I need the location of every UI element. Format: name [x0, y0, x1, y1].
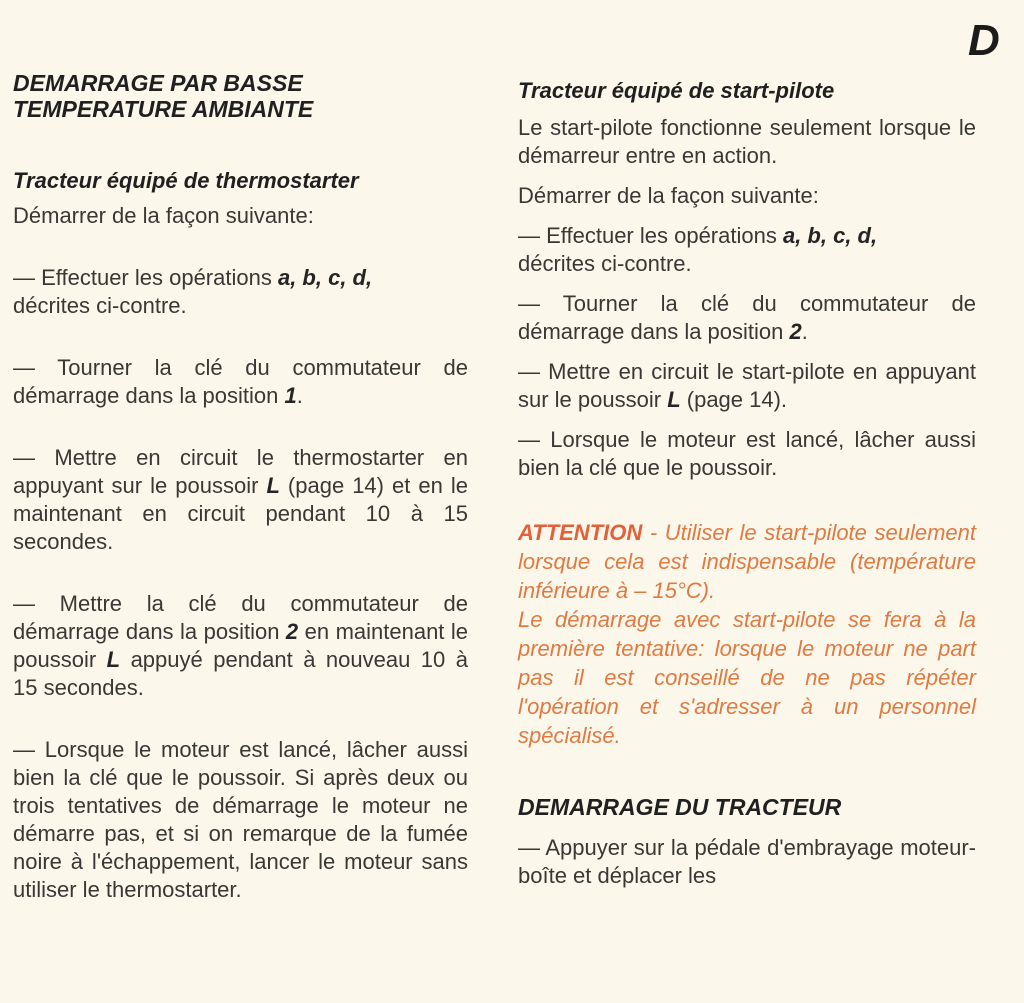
attention-note: [518, 518, 976, 605]
right-step-3: [518, 358, 976, 414]
left-step-4-text: — Mettre la clé du commutateur de démarrage dans la position: [13, 591, 468, 644]
left-step-3-key: L: [266, 473, 280, 498]
right-step-4: — Lorsque le moteur est lancé, lâcher aussi bien la clé que le poussoir.: [518, 427, 976, 480]
right-step-2-tail: .: [801, 319, 808, 344]
heading-line-2: TEMPERATURE AMBIANTE: [13, 96, 314, 122]
left-step-1-keys: a, b, c, d,: [277, 265, 373, 290]
right-step-2-text: — Tourner la clé du commutateur de démarrage dans la position: [518, 291, 976, 344]
left-column: [13, 70, 468, 904]
section-heading-low-temp: [13, 70, 468, 122]
attention-text: Utiliser le start-pilote seulement lorsque cela est indispensable (température inférieure à – 15°C).: [518, 520, 976, 603]
right-step-3-tail: (page 14).: [680, 387, 788, 412]
right-step-1-keys: a, b, c, d,: [782, 223, 878, 248]
left-step-2-key: 1: [284, 383, 297, 408]
right-intro-2: Démarrer de la façon suivante:: [518, 183, 819, 208]
heading-line-1: DEMARRAGE PAR BASSE: [13, 70, 303, 96]
left-step-4-mid: en maintenant le poussoir: [13, 619, 469, 672]
attention-label: ATTENTION: [518, 520, 643, 545]
right-step-3-key: L: [667, 387, 681, 412]
right-intro: Le start-pilote fonctionne seulement lorsque le démarreur entre en action.: [518, 115, 976, 168]
right-step-2-key: 2: [789, 319, 802, 344]
left-step-1: [13, 264, 468, 320]
left-step-4-key2: L: [106, 647, 121, 672]
left-step-2: [13, 354, 468, 410]
left-step-1-tail: décrites ci-contre.: [13, 293, 187, 318]
right-column: [518, 78, 976, 890]
left-step-3: [13, 444, 468, 556]
section-heading-tracteur: DEMARRAGE DU TRACTEUR: [518, 794, 842, 820]
right-step-1-text: — Effectuer les opérations: [518, 223, 783, 248]
right-step-1-tail: décrites ci-contre.: [518, 251, 692, 276]
right-step-3-text: — Mettre en circuit le start-pilote en appuyant sur le poussoir: [518, 359, 976, 412]
attention-separator: -: [642, 520, 665, 545]
left-step-1-text: — Effectuer les opérations: [13, 265, 278, 290]
left-step-3-text: — Mettre en circuit le thermostarter en appuyant sur le poussoir: [13, 445, 468, 498]
right-step-2: [518, 290, 976, 346]
left-step-4-key: 2: [285, 619, 299, 644]
right-step-1: [518, 222, 976, 278]
left-intro: Démarrer de la façon suivante:: [13, 203, 314, 228]
attention-note-2: Le démarrage avec start-pilote se fera à la première tentative: lorsque le moteur ne part pas il est conseillé de ne pas répéter l'opération et s'adresser à un personnel spécialisé.: [518, 607, 976, 748]
left-step-3-tail: (page 14) et en le maintenant en circuit pendant 10 à 15 secondes.: [13, 473, 468, 554]
sub-heading-start-pilote: Tracteur équipé de start-pilote: [518, 78, 835, 103]
left-step-2-tail: .: [296, 383, 303, 408]
sub-heading-thermostarter: Tracteur équipé de thermostarter: [13, 168, 359, 193]
left-step-4: [13, 590, 468, 702]
left-step-4-tail: appuyé pendant à nouveau 10 à 15 secondes.: [13, 647, 468, 700]
left-step-2-text: — Tourner la clé du commutateur de démarrage dans la position: [13, 355, 468, 408]
page-corner-title: D: [968, 16, 1001, 65]
right-step-5: — Appuyer sur la pédale d'embrayage moteur-boîte et déplacer les: [518, 835, 976, 888]
left-step-5: — Lorsque le moteur est lancé, lâcher aussi bien la clé que le poussoir. Si après deux ou trois tentatives de démarrage le moteur ne démarre pas, et si on remarque de la fumée noire à l'échappement, lancer le moteur sans utiliser le thermostarter.: [13, 737, 468, 902]
